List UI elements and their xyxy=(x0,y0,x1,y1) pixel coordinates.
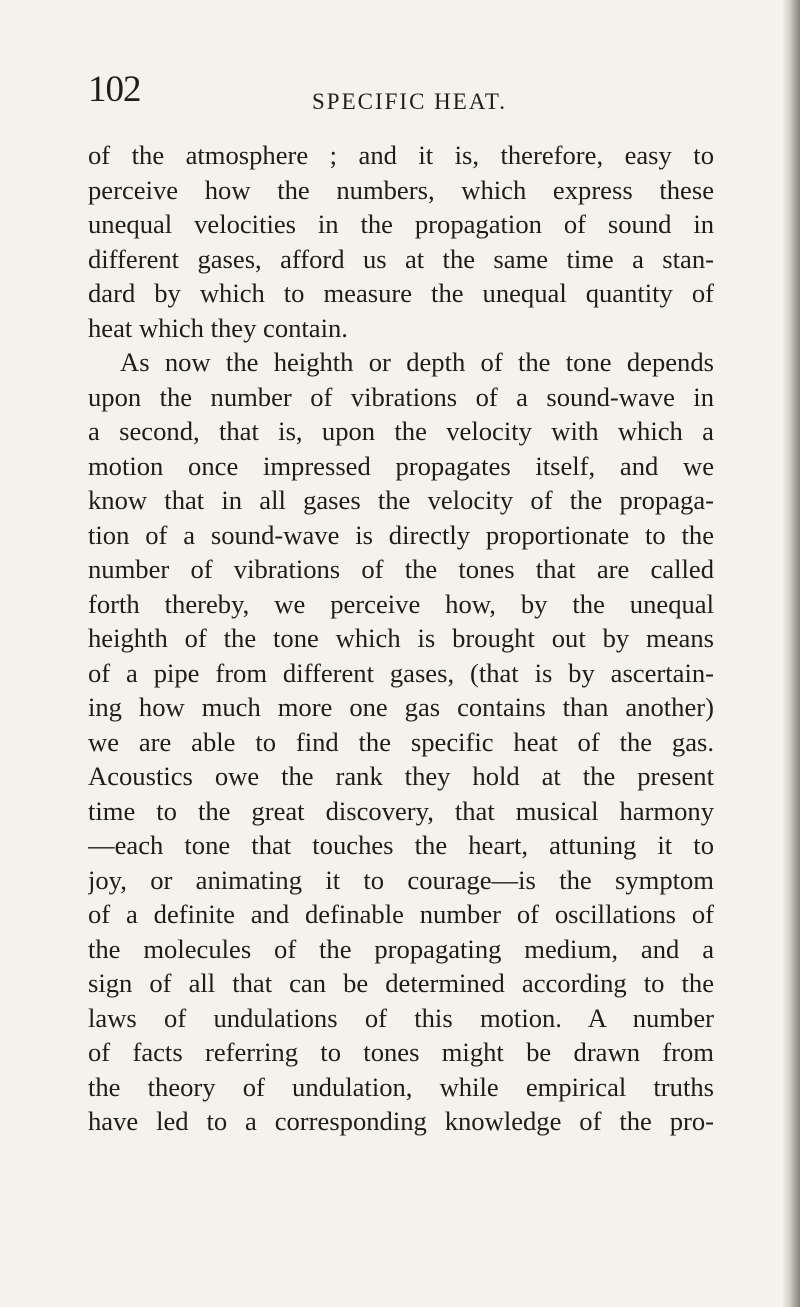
text-line: —each tone that touches the heart, attuning it to xyxy=(88,830,714,860)
text-line: joy, or animating it to courage—is the symptom xyxy=(88,864,714,895)
text-line: number of vibrations of the tones that are called xyxy=(88,554,714,584)
running-head: SPECIFIC HEAT. xyxy=(312,89,507,114)
text-line: the molecules of the propagating medium, and a xyxy=(88,933,714,964)
body-text xyxy=(88,138,714,1139)
text-line: forth thereby, we perceive how, by the unequal xyxy=(88,588,714,619)
text-line: we are able to find the specific heat of the gas. xyxy=(88,726,714,757)
text-line: unequal velocities in the propagation of sound in xyxy=(88,209,714,239)
text-line: upon the number of vibrations of a sound-wave in xyxy=(88,381,714,412)
text-line: of a pipe from different gases, (that is by ascertain- xyxy=(88,657,714,688)
text-line: dard by which to measure the unequal quantity of xyxy=(88,278,714,308)
text-line: the theory of undulation, while empirical truths xyxy=(88,1071,714,1102)
text-line: perceive how the numbers, which express these xyxy=(88,174,714,205)
page-edge-shadow xyxy=(782,0,800,1307)
text-line: tion of a sound-wave is directly proportionate to the xyxy=(88,519,714,550)
text-line: time to the great discovery, that musical harmony xyxy=(88,795,714,826)
page-header xyxy=(88,70,728,120)
page-number: 102 xyxy=(88,69,141,110)
text-line: As now the heighth or depth of the tone depends xyxy=(120,347,714,377)
text-line: sign of all that can be determined according to the xyxy=(88,968,714,998)
text-line: heat which they contain. xyxy=(88,312,348,343)
text-line: heighth of the tone which is brought out by means xyxy=(88,623,714,653)
text-line: laws of undulations of this motion. A number xyxy=(88,1002,714,1033)
text-line: know that in all gases the velocity of the propaga- xyxy=(88,485,714,515)
text-line: of facts referring to tones might be drawn from xyxy=(88,1037,714,1067)
text-line: of a definite and definable number of oscillations of xyxy=(88,899,714,929)
text-line: a second, that is, upon the velocity with which a xyxy=(88,416,714,446)
text-line: have led to a corresponding knowledge of the pro- xyxy=(88,1106,714,1136)
text-line: different gases, afford us at the same time a stan- xyxy=(88,243,714,274)
text-line: of the atmosphere ; and it is, therefore, easy to xyxy=(88,140,714,170)
text-line: motion once impressed propagates itself, and we xyxy=(88,450,714,481)
text-line: Acoustics owe the rank they hold at the present xyxy=(88,761,714,791)
text-line: ing how much more one gas contains than another) xyxy=(88,692,714,722)
